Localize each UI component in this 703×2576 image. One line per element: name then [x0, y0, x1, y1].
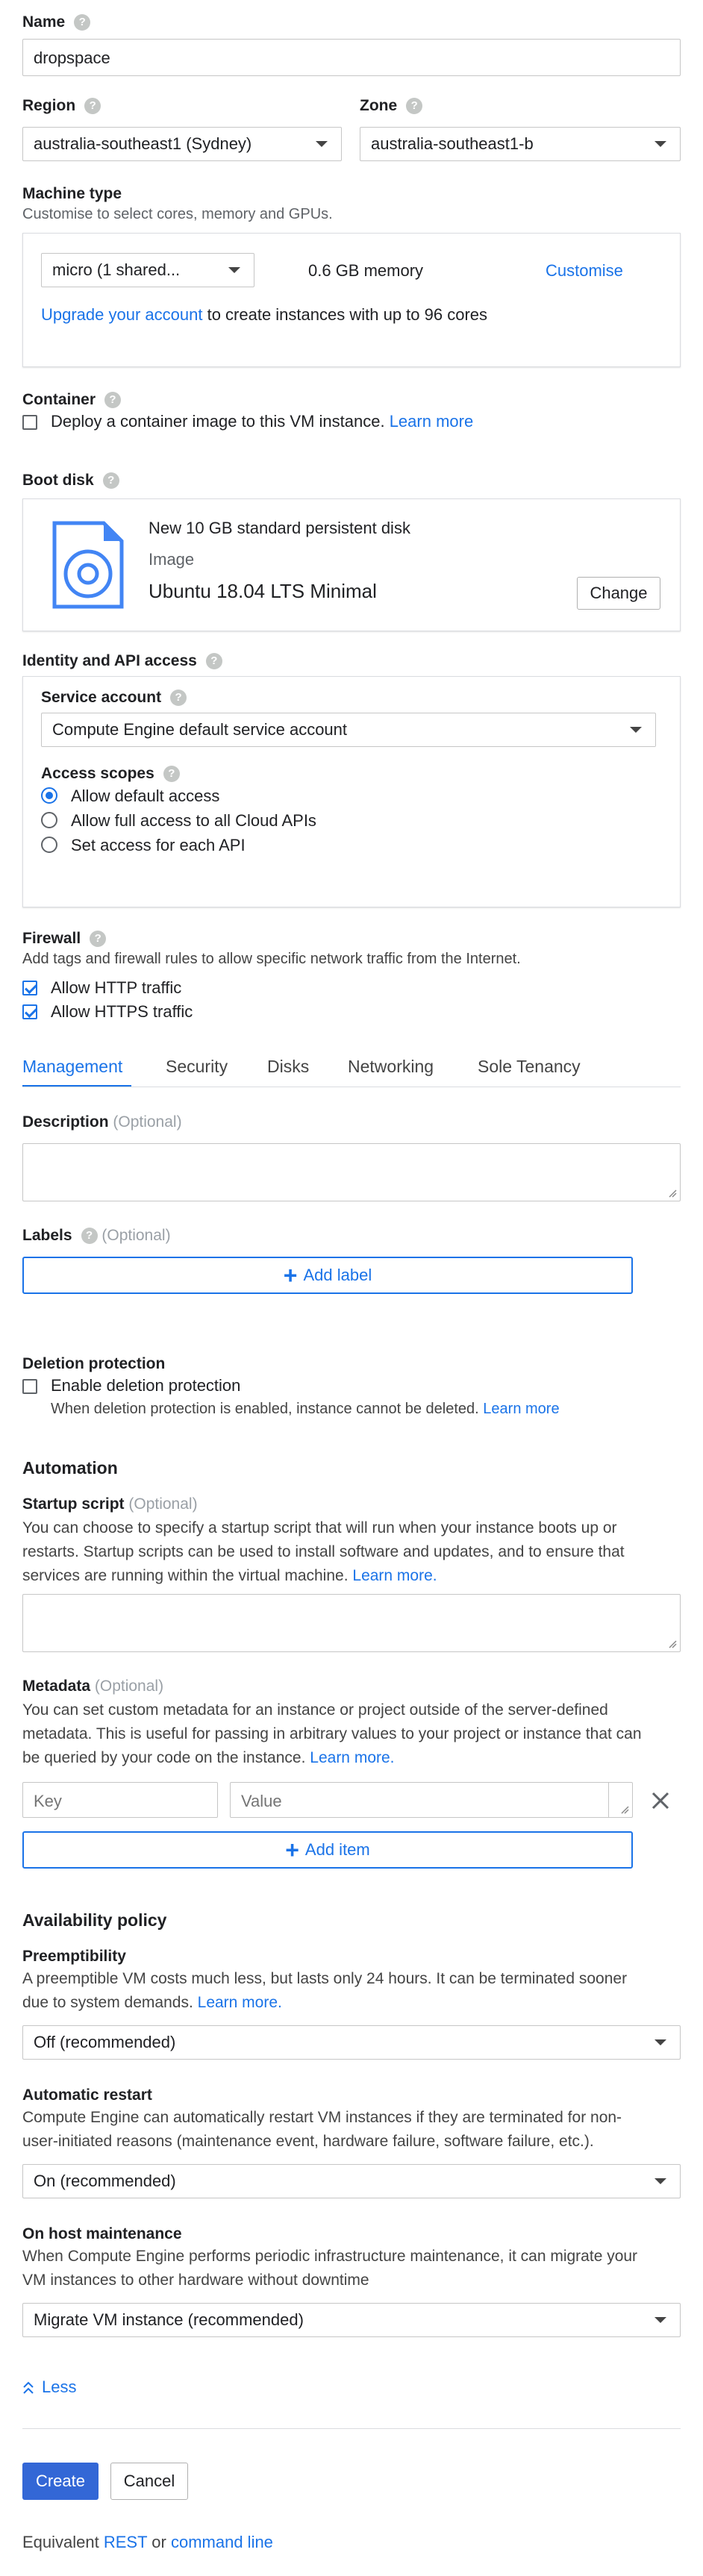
chevron-down-icon: [654, 2039, 666, 2045]
container-row: [51, 412, 473, 431]
add-label-text: Add label: [303, 1266, 372, 1284]
upgrade-account-link[interactable]: Upgrade your account: [41, 305, 203, 324]
scope-radio-default[interactable]: [41, 787, 57, 804]
deletion-label: Deletion protection: [22, 1355, 166, 1372]
host-maintenance-select[interactable]: [22, 2303, 681, 2337]
startup-learn-more-link[interactable]: Learn more.: [352, 1567, 437, 1584]
metadata-desc-line: be queried by your code on the instance.: [22, 1749, 306, 1766]
startup-heading: [22, 1495, 198, 1513]
preempt-desc: [22, 1967, 627, 2015]
name-label: Name: [22, 13, 66, 31]
firewall-desc: Add tags and firewall rules to allow specific network traffic from the Internet.: [22, 951, 521, 967]
customise-link[interactable]: Customise: [546, 261, 623, 280]
resize-handle-icon[interactable]: [668, 1639, 677, 1648]
metadata-key-placeholder: Key: [34, 1792, 62, 1810]
plus-icon: +: [283, 1262, 298, 1289]
container-learn-more-link[interactable]: Learn more: [389, 412, 474, 431]
https-checkbox[interactable]: [22, 1004, 37, 1019]
add-label-button[interactable]: [22, 1257, 633, 1294]
startup-desc-line: restarts. Startup scripts can be used to install software and updates, and to ensure that: [22, 1543, 625, 1560]
preemptibility-value: Off (recommended): [34, 2033, 176, 2051]
deletion-learn-more-link[interactable]: Learn more: [483, 1401, 560, 1417]
equivalent-prefix: Equivalent: [22, 2533, 99, 2551]
machine-type-panel: [22, 233, 681, 367]
labels-heading: [22, 1227, 171, 1245]
upgrade-text: to create instances with up to 96 cores: [202, 305, 488, 324]
metadata-value-placeholder: Value: [241, 1792, 282, 1810]
boot-disk-title: New 10 GB standard persistent disk: [149, 519, 410, 537]
startup-desc-last-line: [22, 1564, 625, 1588]
description-optional: (Optional): [113, 1113, 182, 1131]
host-desc-line: When Compute Engine performs periodic infrastructure maintenance, it can migrate your: [22, 2248, 638, 2265]
labels-optional: (Optional): [101, 1227, 171, 1244]
preempt-desc-line: due to system demands.: [22, 1994, 193, 2011]
help-icon[interactable]: ?: [104, 392, 121, 408]
memory-text: 0.6 GB memory: [308, 261, 424, 280]
restart-value: On (recommended): [34, 2172, 176, 2190]
restart-desc-line: user-initiated reasons (maintenance event, hardware failure, software failure, etc.).: [22, 2133, 594, 2150]
boot-disk-panel: [22, 498, 681, 631]
service-account-select[interactable]: [41, 713, 656, 747]
region-label: Region: [22, 97, 76, 114]
close-icon[interactable]: [651, 1791, 670, 1810]
machine-type-label: Machine type: [22, 185, 122, 202]
preempt-desc-last-line: [22, 1991, 627, 2015]
machine-type-desc: Customise to select cores, memory and GPUs.: [22, 206, 333, 222]
tab-sole-tenancy[interactable]: Sole Tenancy: [478, 1057, 581, 1076]
change-button[interactable]: Change: [577, 577, 660, 610]
machine-type-select[interactable]: [41, 253, 254, 287]
metadata-learn-more-link[interactable]: Learn more.: [310, 1749, 395, 1766]
tab-disks[interactable]: Disks: [267, 1057, 310, 1076]
startup-script-textarea[interactable]: [22, 1594, 681, 1652]
restart-label: Automatic restart: [22, 2086, 152, 2104]
help-icon[interactable]: ?: [103, 472, 119, 489]
chevron-down-icon: [316, 141, 328, 147]
help-icon[interactable]: ?: [406, 98, 422, 114]
identity-heading: [22, 652, 222, 670]
boot-disk-image-value: Ubuntu 18.04 LTS Minimal: [149, 580, 377, 602]
zone-heading: [360, 97, 422, 115]
access-scopes-heading: [41, 765, 180, 783]
container-heading: [22, 391, 121, 409]
metadata-heading: [22, 1678, 163, 1695]
resize-handle-icon[interactable]: [668, 1189, 677, 1198]
chevron-down-icon: [654, 141, 666, 147]
description-label: Description: [22, 1113, 109, 1131]
region-value: australia-southeast1 (Sydney): [34, 134, 252, 153]
chevron-down-icon: [228, 267, 240, 273]
startup-desc-line: You can choose to specify a startup script that will run when your instance boots up or: [22, 1519, 617, 1536]
metadata-key-input[interactable]: [22, 1782, 218, 1818]
service-account-value: Compute Engine default service account: [52, 720, 348, 739]
startup-desc: [22, 1516, 625, 1588]
tab-management[interactable]: Management: [22, 1057, 123, 1076]
host-desc-line: VM instances to other hardware without downtime: [22, 2272, 369, 2289]
identity-label: Identity and API access: [22, 652, 197, 669]
deletion-checkbox-label: Enable deletion protection: [51, 1376, 241, 1395]
metadata-desc-line: metadata. This is useful for passing in arbitrary values to your project or instance that can: [22, 1725, 642, 1742]
metadata-desc-line: You can set custom metadata for an instance or project outside of the server-defined: [22, 1701, 608, 1719]
description-heading: [22, 1113, 182, 1131]
name-input[interactable]: [22, 39, 681, 76]
boot-disk-label: Boot disk: [22, 472, 94, 489]
restart-select[interactable]: [22, 2164, 681, 2198]
labels-label: Labels: [22, 1227, 72, 1244]
create-button[interactable]: Create: [22, 2463, 99, 2500]
region-heading: [22, 97, 101, 115]
restart-desc-line: Compute Engine can automatically restart VM instances if they are terminated for non-: [22, 2109, 622, 2126]
metadata-desc-last-line: [22, 1746, 642, 1770]
footer-divider: [22, 2428, 681, 2429]
deletion-help-text: When deletion protection is enabled, instance cannot be deleted.: [51, 1401, 479, 1417]
scope-radio-full[interactable]: [41, 812, 57, 828]
host-maintenance-value: Migrate VM instance (recommended): [34, 2310, 304, 2329]
chevron-down-icon: [654, 2317, 666, 2323]
value-field-divider: [608, 1783, 609, 1817]
resize-handle-icon[interactable]: [620, 1805, 629, 1814]
disk-image-icon: [50, 520, 125, 610]
cancel-button[interactable]: Cancel: [110, 2463, 188, 2500]
name-input-value: dropspace: [34, 49, 110, 67]
help-icon[interactable]: ?: [163, 766, 180, 782]
equivalent-or: or: [151, 2533, 166, 2551]
command-line-link[interactable]: command line: [170, 2533, 273, 2551]
rest-link[interactable]: REST: [103, 2533, 148, 2551]
container-label: Container: [22, 391, 96, 408]
automation-heading: Automation: [22, 1458, 118, 1478]
deletion-checkbox[interactable]: [22, 1379, 37, 1394]
help-icon[interactable]: ?: [84, 98, 101, 114]
boot-disk-heading: [22, 472, 119, 490]
less-toggle[interactable]: [22, 2378, 76, 2397]
scope-label-each: Set access for each API: [71, 836, 246, 854]
help-icon[interactable]: ?: [90, 931, 106, 947]
metadata-value-input[interactable]: [230, 1782, 633, 1818]
startup-label: Startup script: [22, 1495, 125, 1513]
scope-radio-each[interactable]: [41, 837, 57, 853]
startup-optional: (Optional): [128, 1495, 198, 1513]
identity-panel: [22, 676, 681, 907]
access-scopes-label: Access scopes: [41, 765, 154, 782]
host-maintenance-label: On host maintenance: [22, 2225, 182, 2242]
description-textarea[interactable]: [22, 1143, 681, 1201]
chevron-down-icon: [630, 727, 642, 733]
add-item-button[interactable]: [22, 1831, 633, 1869]
firewall-heading: [22, 930, 106, 948]
preempt-label: Preemptibility: [22, 1948, 126, 1965]
scope-label-default: Allow default access: [71, 787, 220, 805]
zone-label: Zone: [360, 97, 398, 114]
help-icon[interactable]: ?: [81, 1228, 98, 1244]
container-checkbox[interactable]: [22, 415, 37, 430]
deletion-help: [51, 1401, 560, 1418]
boot-disk-image-label: Image: [149, 550, 195, 569]
tab-security[interactable]: Security: [166, 1057, 228, 1076]
http-label: Allow HTTP traffic: [51, 978, 182, 997]
zone-value: australia-southeast1-b: [371, 134, 534, 153]
help-icon[interactable]: ?: [170, 690, 187, 706]
metadata-optional: (Optional): [94, 1678, 164, 1695]
equivalent-row: [22, 2533, 273, 2552]
availability-heading: Availability policy: [22, 1910, 167, 1930]
preempt-desc-line: A preemptible VM costs much less, but lasts only 24 hours. It can be terminated sooner: [22, 1970, 628, 1987]
chevron-up-icon: [22, 2381, 34, 2395]
http-checkbox[interactable]: [22, 981, 37, 995]
chevron-down-icon: [654, 2178, 666, 2184]
container-checkbox-label: Deploy a container image to this VM instance.: [51, 412, 385, 431]
tab-networking[interactable]: Networking: [348, 1057, 434, 1076]
upgrade-row: [41, 305, 487, 325]
help-icon[interactable]: ?: [74, 14, 90, 31]
plus-icon: +: [285, 1836, 299, 1863]
firewall-label: Firewall: [22, 930, 81, 947]
preemptibility-select[interactable]: [22, 2025, 681, 2060]
less-label: Less: [42, 2378, 77, 2396]
name-section: [22, 13, 90, 31]
machine-type-value: micro (1 shared...: [52, 260, 181, 279]
zone-select[interactable]: [360, 127, 681, 161]
https-label: Allow HTTPS traffic: [51, 1002, 193, 1021]
restart-desc: [22, 2106, 622, 2154]
scope-label-full: Allow full access to all Cloud APIs: [71, 811, 316, 830]
service-account-heading: [41, 689, 187, 707]
help-icon[interactable]: ?: [206, 653, 222, 669]
service-account-label: Service account: [41, 689, 162, 706]
host-maintenance-desc: [22, 2245, 637, 2292]
startup-desc-line: services are running within the virtual machine.: [22, 1567, 349, 1584]
metadata-label: Metadata: [22, 1678, 91, 1695]
preempt-learn-more-link[interactable]: Learn more.: [197, 1994, 282, 2011]
metadata-desc: [22, 1698, 642, 1770]
add-item-text: Add item: [304, 1840, 370, 1859]
region-select[interactable]: [22, 127, 342, 161]
